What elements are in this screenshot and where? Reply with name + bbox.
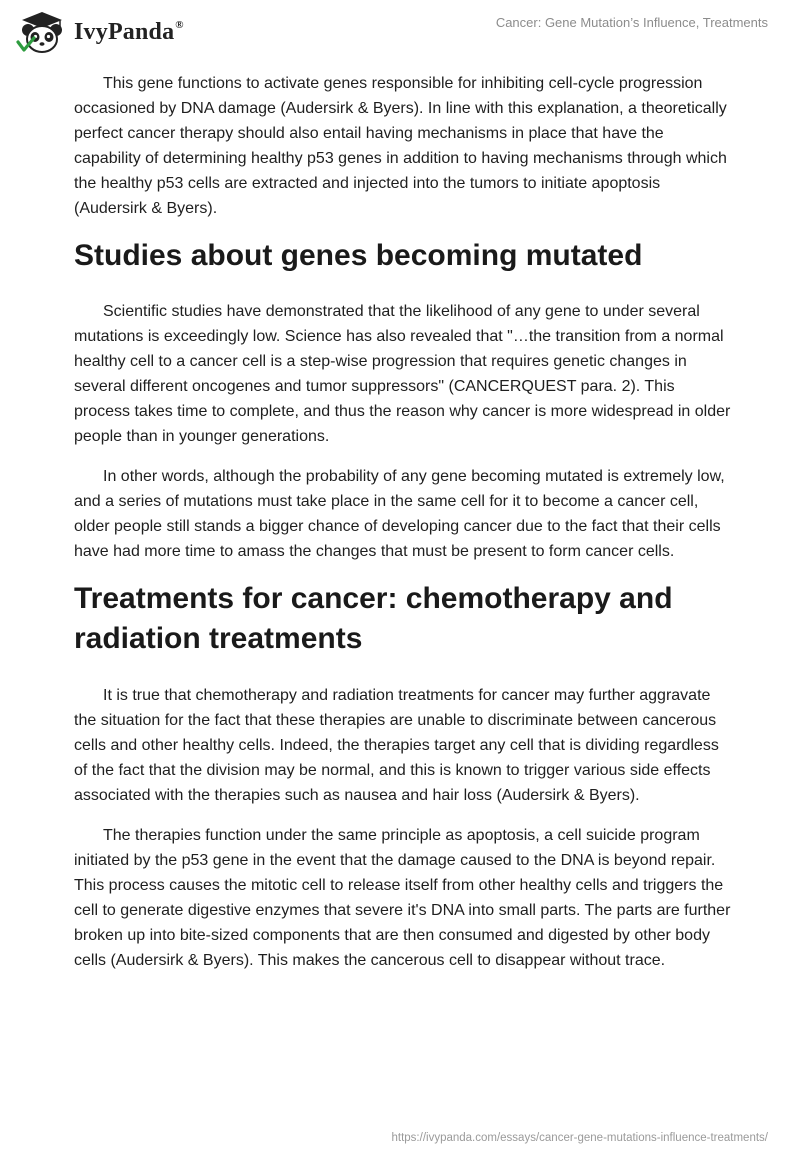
logo-wordmark: IvyPanda® [74,18,184,45]
treatments-paragraph-1: It is true that chemotherapy and radiation treatments for cancer may further aggravate the situation for the fact that these therapies are unable to discriminate between cancerous cells and other healthy cells. Indeed, the therapies target any cell that is dividing regardless of the fact that the division may be normal, and this is known to trigger various side effects associated with the therapies such as nausea and hair loss (Audersirk & Byers). [74,687,719,804]
essay-body [74,71,734,988]
intro-paragraph: This gene functions to activate genes responsible for inhibiting cell-cycle progression occasioned by DNA damage (Audersirk & Byers). In line with this explanation, a theoretically perfect cancer therapy should also entail having mechanisms in place that have the capability of determining healthy p53 genes in addition to having mechanisms through which the healthy p53 cells are extracted and injected into the tumors to initiate apoptosis (Audersirk & Byers). [74,75,727,217]
studies-paragraph-1: Scientific studies have demonstrated that the likelihood of any gene to under several mutations is exceedingly low. Science has also revealed that "…the transition from a normal healthy cell to a cancer cell is a step-wise progression that requires genetic changes in several different oncogenes and tumor suppressors" (CANCERQUEST para. 2). This process takes time to complete, and thus the reason why cancer is more widespread in older people than in younger generations. [74,303,731,445]
source-url-link[interactable]: https://ivypanda.com/essays/cancer-gene-mutations-influence-treatments/ [391,1132,768,1144]
document-title: Cancer: Gene Mutation’s Influence, Treatments [495,15,768,30]
section-heading-treatments: Treatments for cancer: chemotherapy and radiation treatments [74,582,673,655]
ivypanda-logo[interactable] [14,8,184,56]
studies-paragraph-2: In other words, although the probability of any gene becoming mutated is extremely low, and a series of mutations must take place in the same cell for it to become a cancer cell, older people still stands a bigger chance of developing cancer due to the fact that their cells have had more time to amass the changes that must be present to form cancer cells. [74,468,725,560]
section-heading-studies: Studies about genes becoming mutated [74,239,643,272]
panda-graduate-icon [14,8,70,56]
page-header [0,0,800,70]
treatments-paragraph-2: The therapies function under the same principle as apoptosis, a cell suicide program initiated by the p53 gene in the event that the damage caused to the DNA is beyond repair. This process causes the mitotic cell to release itself from other healthy cells and triggers the cell to generate digestive enzymes that severe it's DNA into small parts. The parts are further broken up into bite-sized components that are then consumed and digested by other body cells (Audersirk & Byers). This makes the cancerous cell to disappear without trace. [74,827,731,969]
